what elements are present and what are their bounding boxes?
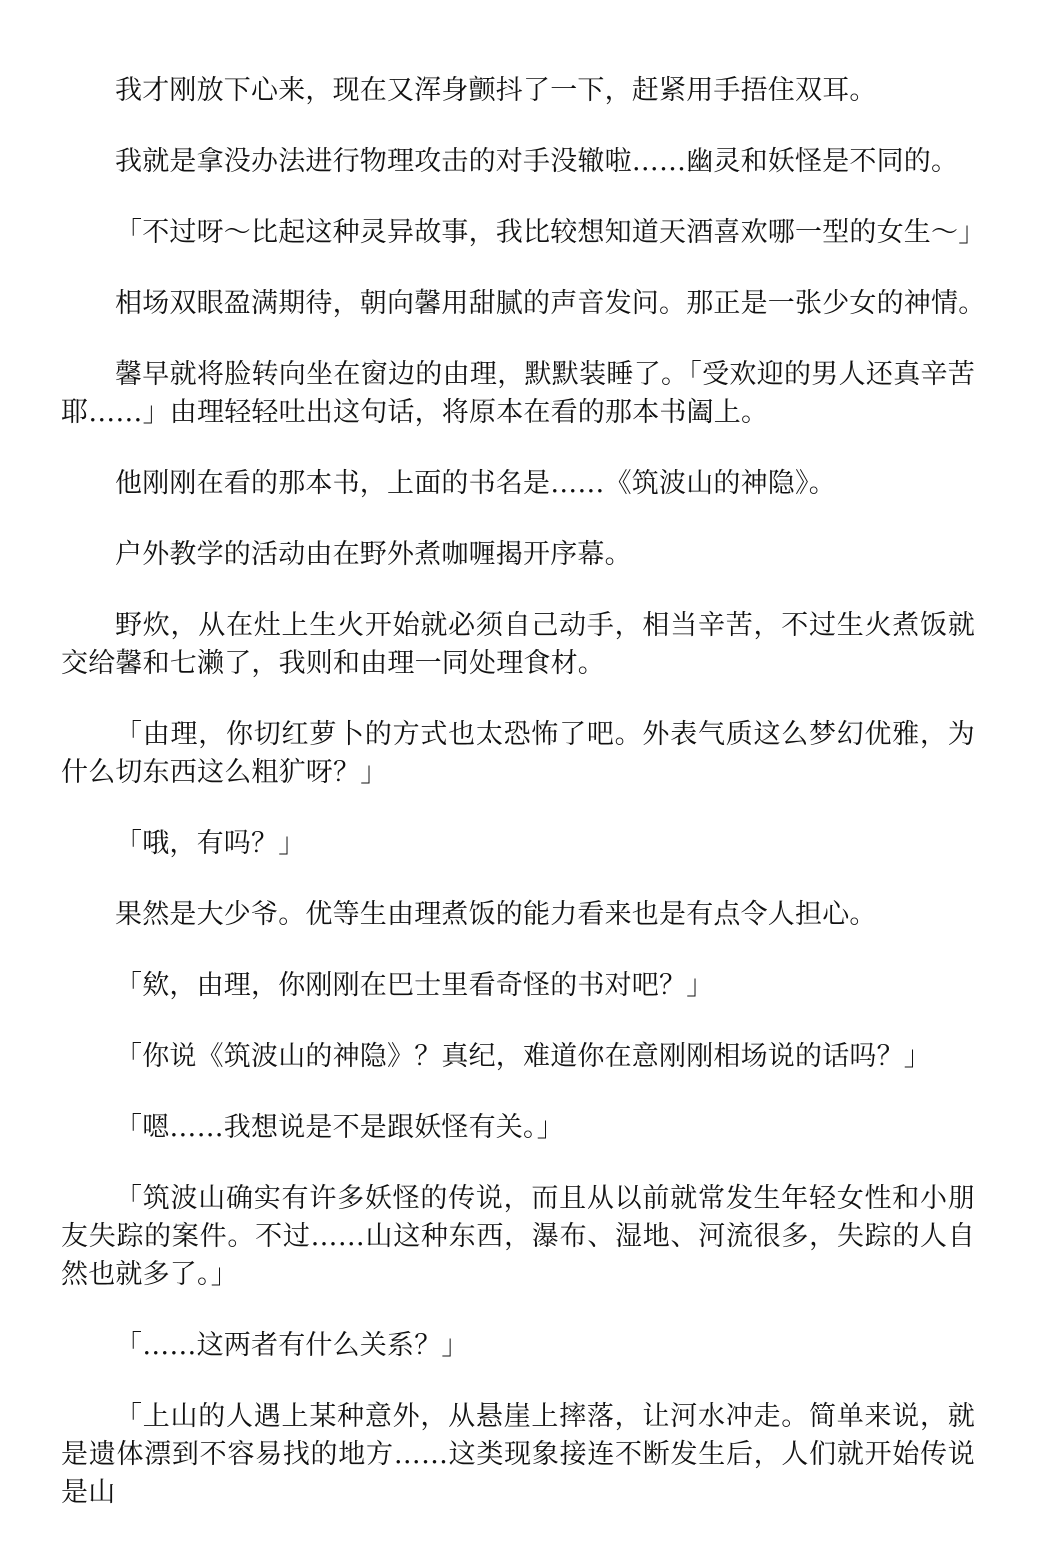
paragraph: 「哦，有吗？」: [115, 828, 306, 859]
paragraph: 我就是拿没办法进行物理攻击的对手没辙啦……幽灵和妖怪是不同的。: [115, 146, 959, 177]
paragraph: 「不过呀～比起这种灵异故事，我比较想知道天酒喜欢哪一型的女生～」: [115, 217, 986, 248]
paragraph: 相场双眼盈满期待，朝向馨用甜腻的声音发问。那正是一张少女的神情。: [115, 288, 986, 319]
paragraph: 「你说《筑波山的神隐》？真纪，难道你在意刚刚相场说的话吗？」: [115, 1041, 931, 1072]
paragraph: 户外教学的活动由在野外煮咖喱揭开序幕。: [115, 539, 632, 570]
paragraph: 馨早就将脸转向坐在窗边的由理，默默装睡了。「受欢迎的男人还真辛苦耶……」由理轻轻吐出这句话，将原本在看的那本书阖上。: [61, 359, 975, 428]
paragraph: 他刚刚在看的那本书，上面的书名是……《筑波山的神隐》。: [115, 468, 836, 499]
page-body: [61, 72, 986, 1545]
paragraph: 「筑波山确实有许多妖怪的传说，而且从以前就常发生年轻女性和小朋友失踪的案件。不过……山这种东西，瀑布、湿地、河流很多，失踪的人自然也就多了。」: [61, 1183, 975, 1290]
paragraph: 「嗯……我想说是不是跟妖怪有关。」: [115, 1112, 564, 1143]
paragraph: 我才刚放下心来，现在又浑身颤抖了一下，赶紧用手捂住双耳。: [115, 75, 877, 106]
paragraph: 果然是大少爷。优等生由理煮饭的能力看来也是有点令人担心。: [115, 899, 877, 930]
paragraph: 「由理，你切红萝卜的方式也太恐怖了吧。外表气质这么梦幻优雅，为什么切东西这么粗犷呀？」: [61, 719, 975, 788]
paragraph: 「上山的人遇上某种意外，从悬崖上摔落，让河水冲走。简单来说，就是遗体漂到不容易找的地方……这类现象接连不断发生后，人们就开始传说是山: [61, 1401, 975, 1508]
paragraph: 「欸，由理，你刚刚在巴士里看奇怪的书对吧？」: [115, 970, 714, 1001]
paragraph: 「……这两者有什么关系？」: [115, 1330, 469, 1361]
paragraph: 野炊，从在灶上生火开始就必须自己动手，相当辛苦，不过生火煮饭就交给馨和七濑了，我则和由理一同处理食材。: [61, 610, 975, 679]
